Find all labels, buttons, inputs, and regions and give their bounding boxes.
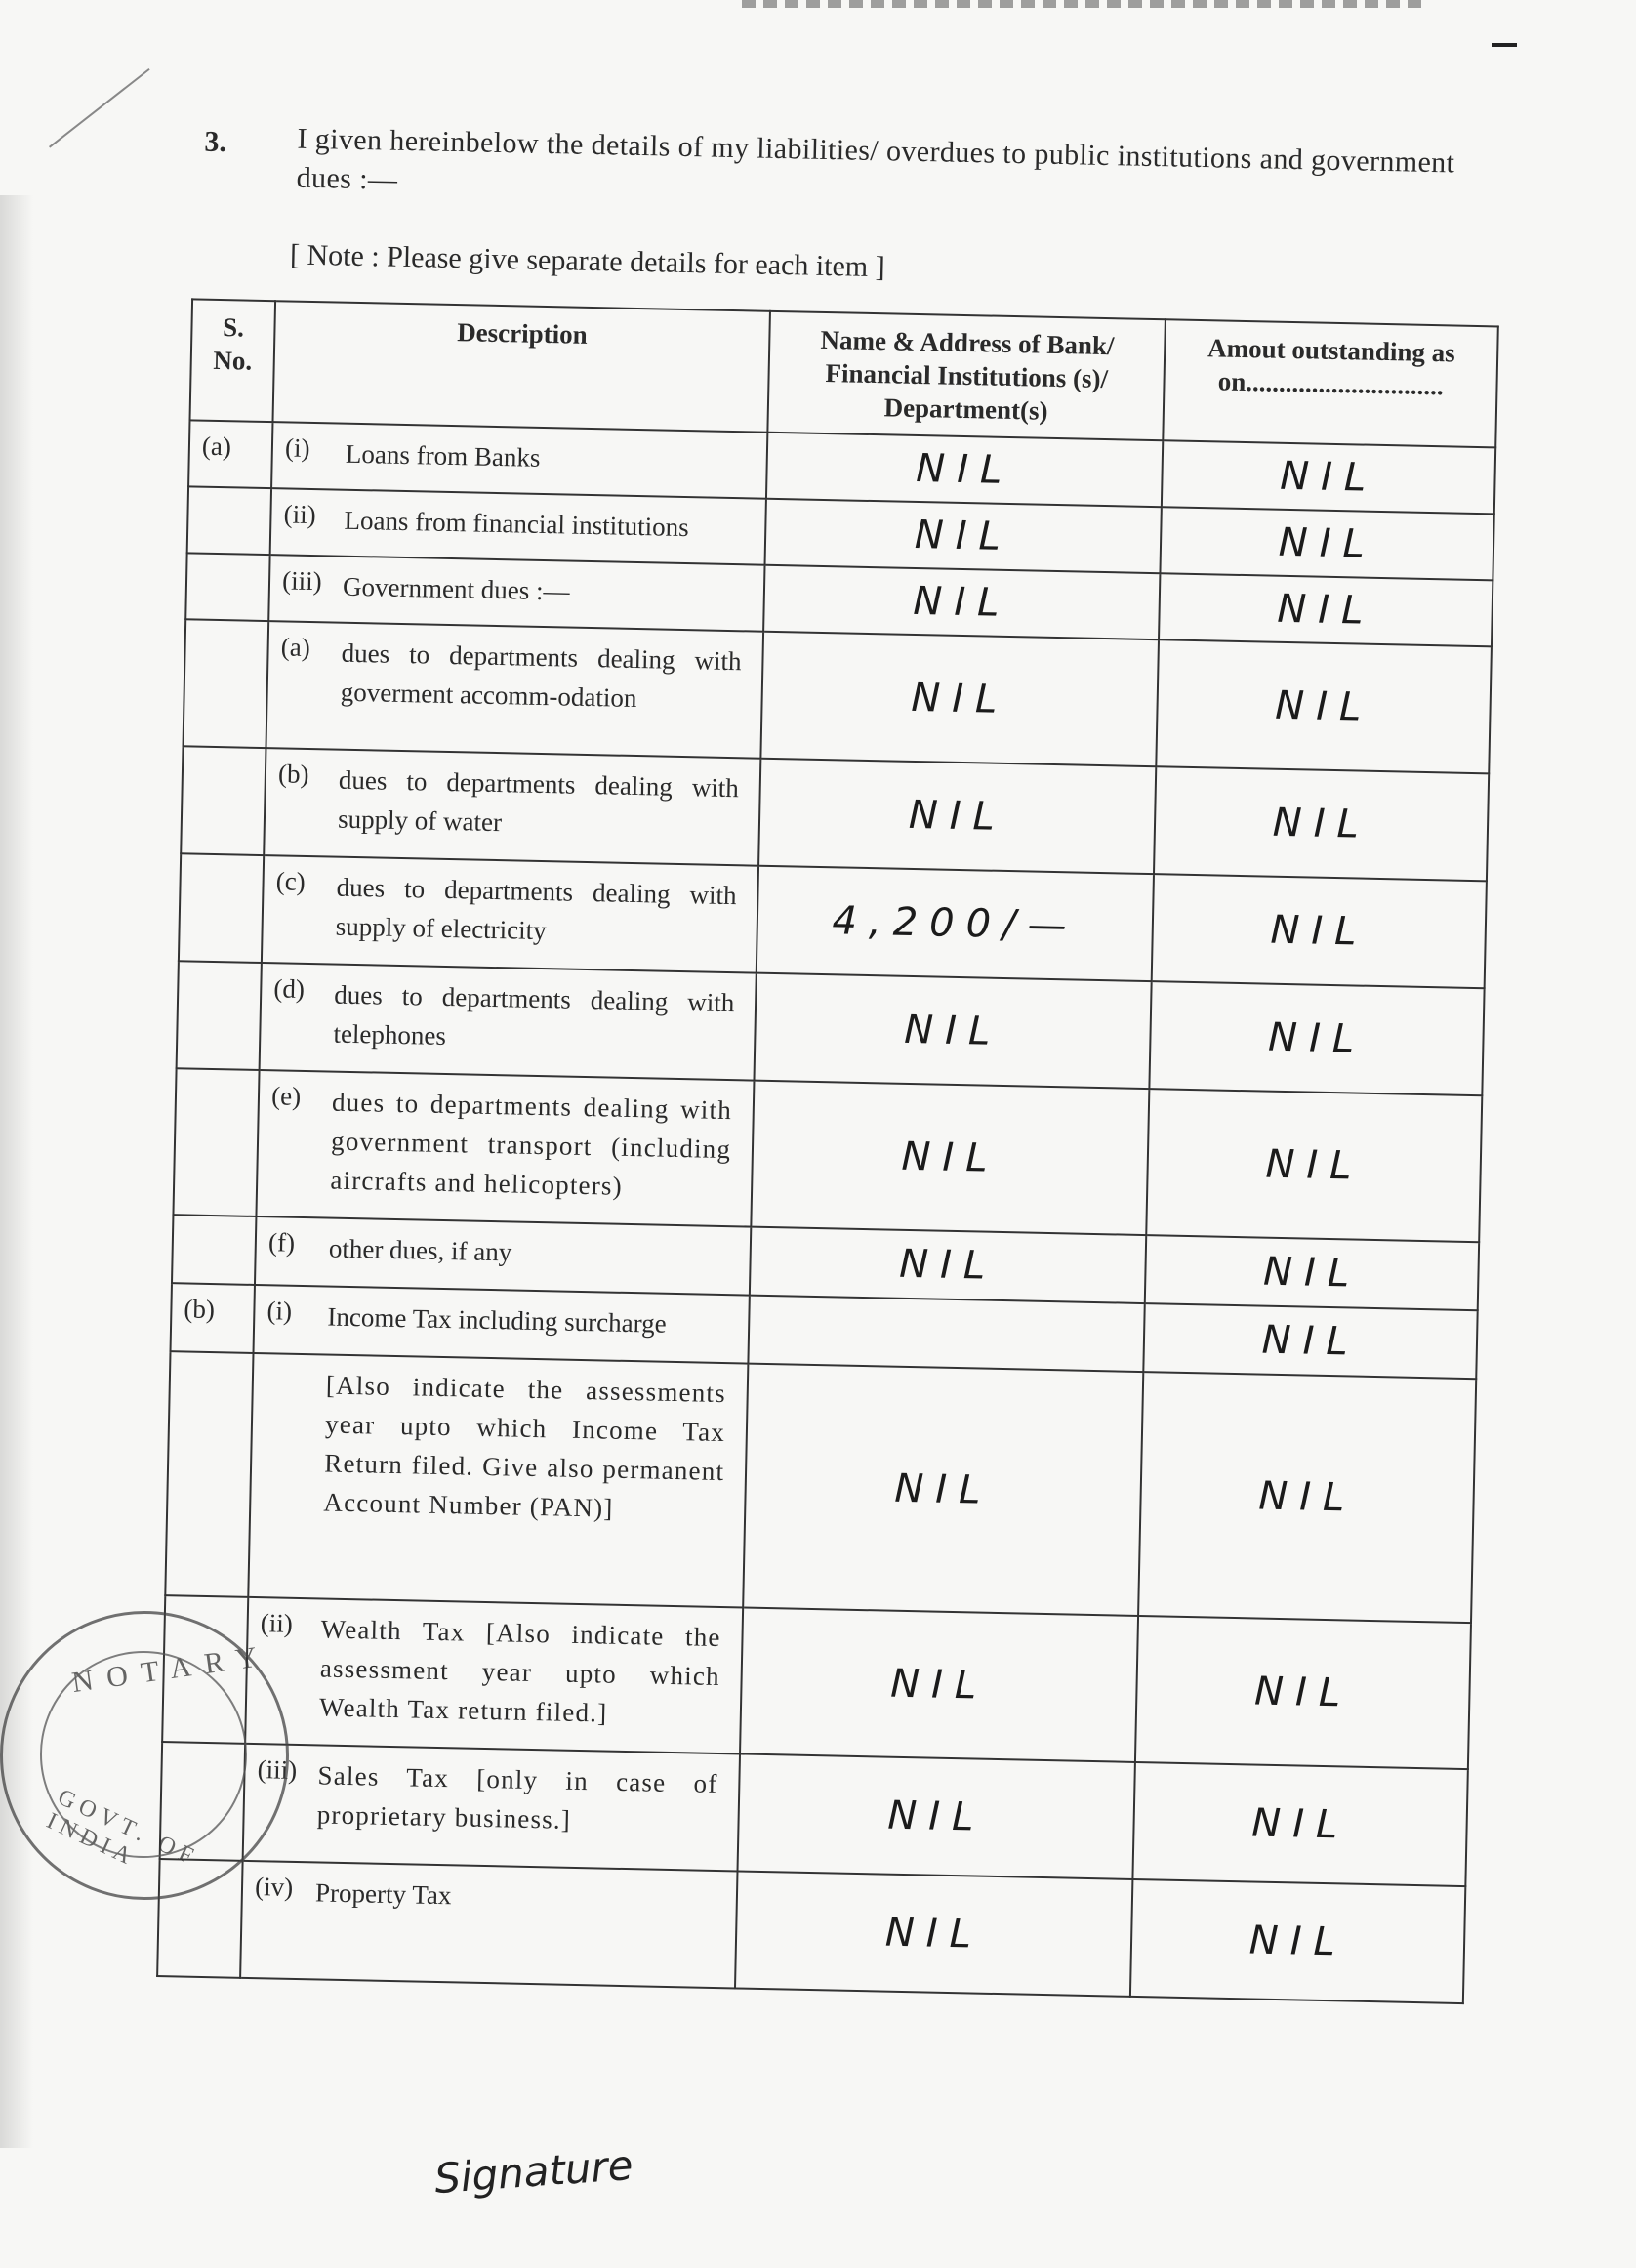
- liabilities-table: [156, 298, 1499, 2004]
- row-amount-value: NIL: [1133, 1762, 1468, 1886]
- row-description: [262, 855, 758, 973]
- row-bank-value: NIL: [758, 759, 1157, 874]
- row-description: [245, 1597, 743, 1754]
- row-description: [266, 621, 763, 759]
- row-amount-value: NIL: [1159, 573, 1493, 646]
- row-description: [248, 1353, 748, 1608]
- row-description-text: Loans from Banks: [345, 438, 541, 473]
- notary-stamp-subtext: GOVT. OF INDIA: [42, 1784, 203, 1873]
- item-number: 3.: [204, 125, 227, 159]
- row-bank-value: NIL: [760, 632, 1159, 766]
- row-description-text: Income Tax including surcharge: [327, 1301, 667, 1339]
- note-text: [ Note : Please give separate details for each item ]: [289, 238, 886, 284]
- row-sno: [165, 1351, 253, 1597]
- row-description: [260, 963, 757, 1081]
- row-description-text: Sales Tax [only in case of proprietary business.]: [316, 1760, 718, 1835]
- row-sno: [181, 746, 266, 855]
- row-amount-value: NIL: [1144, 1303, 1478, 1379]
- notary-stamp-text: NOTARY: [69, 1638, 273, 1700]
- row-amount-value: NIL: [1130, 1879, 1465, 2003]
- row-sub-index: (iv): [254, 1872, 294, 1902]
- row-amount-value: NIL: [1147, 1089, 1483, 1242]
- row-description-text: dues to departments dealing with government transport (including aircrafts and helicopters): [330, 1087, 733, 1201]
- row-amount-value: NIL: [1162, 440, 1495, 514]
- row-bank-value: NIL: [766, 433, 1164, 507]
- row-description-text: dues to departments dealing with goverment accomm-odation: [340, 638, 742, 714]
- header-amount: Amout outstanding as on..............................: [1164, 319, 1498, 447]
- row-bank-value: NIL: [743, 1364, 1144, 1616]
- row-sub-index: [266, 1364, 326, 1365]
- row-bank-value: NIL: [740, 1608, 1139, 1762]
- row-description: [257, 1070, 755, 1227]
- row-description: [254, 1285, 750, 1364]
- header-sno: S. No.: [190, 299, 276, 422]
- row-description-text: dues to departments dealing with telephones: [333, 979, 735, 1052]
- header-description: Description: [273, 301, 770, 433]
- row-amount-value: NIL: [1138, 1372, 1476, 1623]
- row-description-text: dues to departments dealing with supply of electricity: [335, 872, 737, 946]
- row-sub-index: (c): [275, 866, 307, 896]
- row-bank-value: 4,200/—: [757, 866, 1155, 981]
- row-description-text: Property Tax: [314, 1877, 452, 1911]
- row-sno: [187, 486, 272, 555]
- row-amount-value: NIL: [1145, 1235, 1479, 1310]
- handwritten-signature: Signature: [432, 2140, 635, 2204]
- row-sub-index: (a): [280, 632, 311, 663]
- row-sub-index: (b): [277, 759, 309, 790]
- row-sub-index: (f): [267, 1227, 296, 1258]
- row-sub-index: (i): [284, 433, 310, 463]
- row-bank-value: NIL: [735, 1871, 1133, 1996]
- header-bank: Name & Address of Bank/ Financial Institutions (s)/ Department(s): [767, 311, 1166, 440]
- row-bank-value: NIL: [754, 973, 1152, 1089]
- row-description-text: Government dues :—: [342, 571, 570, 606]
- row-sub-index: (d): [273, 973, 306, 1004]
- document-body: [132, 117, 1542, 2245]
- row-description: [240, 1861, 737, 1989]
- row-bank-value: NIL: [737, 1753, 1135, 1878]
- row-sno: [172, 1215, 257, 1285]
- row-bank-value: NIL: [763, 565, 1161, 639]
- intro-paragraph: I given hereinbelow the details of my liabilities/ overdues to public institutions and government dues :—: [296, 122, 1455, 196]
- row-amount-value: NIL: [1154, 766, 1489, 881]
- row-description: [255, 1216, 751, 1296]
- row-amount-value: NIL: [1152, 874, 1487, 988]
- row-bank-value: NIL: [750, 1227, 1147, 1303]
- table-row: [173, 1068, 1482, 1242]
- row-bank-value: NIL: [751, 1081, 1150, 1235]
- row-sub-index: (e): [270, 1081, 302, 1111]
- row-description-text: [Also indicate the assessments year upto which Income Tax Return filed. Give also permanent Account Number (PAN)]: [323, 1370, 727, 1523]
- row-amount-value: NIL: [1161, 507, 1494, 580]
- row-sno: [184, 619, 269, 748]
- row-amount-value: NIL: [1150, 981, 1485, 1095]
- row-description: [243, 1744, 740, 1872]
- row-sub-index: (i): [266, 1296, 293, 1326]
- row-description-text: Loans from financial institutions: [344, 505, 689, 543]
- row-sno: [177, 961, 262, 1070]
- row-sno: [179, 853, 264, 963]
- row-sub-index: (ii): [260, 1608, 294, 1638]
- row-description: [264, 748, 760, 866]
- row-amount-value: NIL: [1157, 639, 1492, 773]
- dash-mark: [1492, 43, 1517, 47]
- row-bank-value: NIL: [764, 499, 1162, 573]
- table-row: [165, 1351, 1476, 1623]
- row-description-text: other dues, if any: [328, 1233, 512, 1267]
- scan-artifact-top: [742, 0, 1425, 8]
- row-description: [270, 488, 766, 565]
- row-sub-index: (iii): [281, 565, 323, 597]
- row-description-text: dues to departments dealing with supply of water: [337, 764, 740, 838]
- row-sub-index: (iii): [257, 1754, 298, 1785]
- scan-artifact-left: [0, 195, 33, 2148]
- row-sno: (a): [188, 420, 273, 488]
- row-description: [268, 555, 764, 632]
- row-description: [271, 422, 767, 499]
- row-sno: (b): [171, 1283, 256, 1353]
- row-bank-value: [748, 1296, 1145, 1372]
- table-row: [162, 1595, 1471, 1769]
- notary-stamp: [0, 1611, 289, 1900]
- row-sub-index: (ii): [283, 499, 316, 530]
- row-amount-value: NIL: [1135, 1616, 1471, 1769]
- row-sno: [185, 553, 270, 621]
- row-sno: [173, 1068, 259, 1216]
- row-description-text: Wealth Tax [Also indicate the assessment year upto which Wealth Tax return filed.]: [318, 1614, 721, 1728]
